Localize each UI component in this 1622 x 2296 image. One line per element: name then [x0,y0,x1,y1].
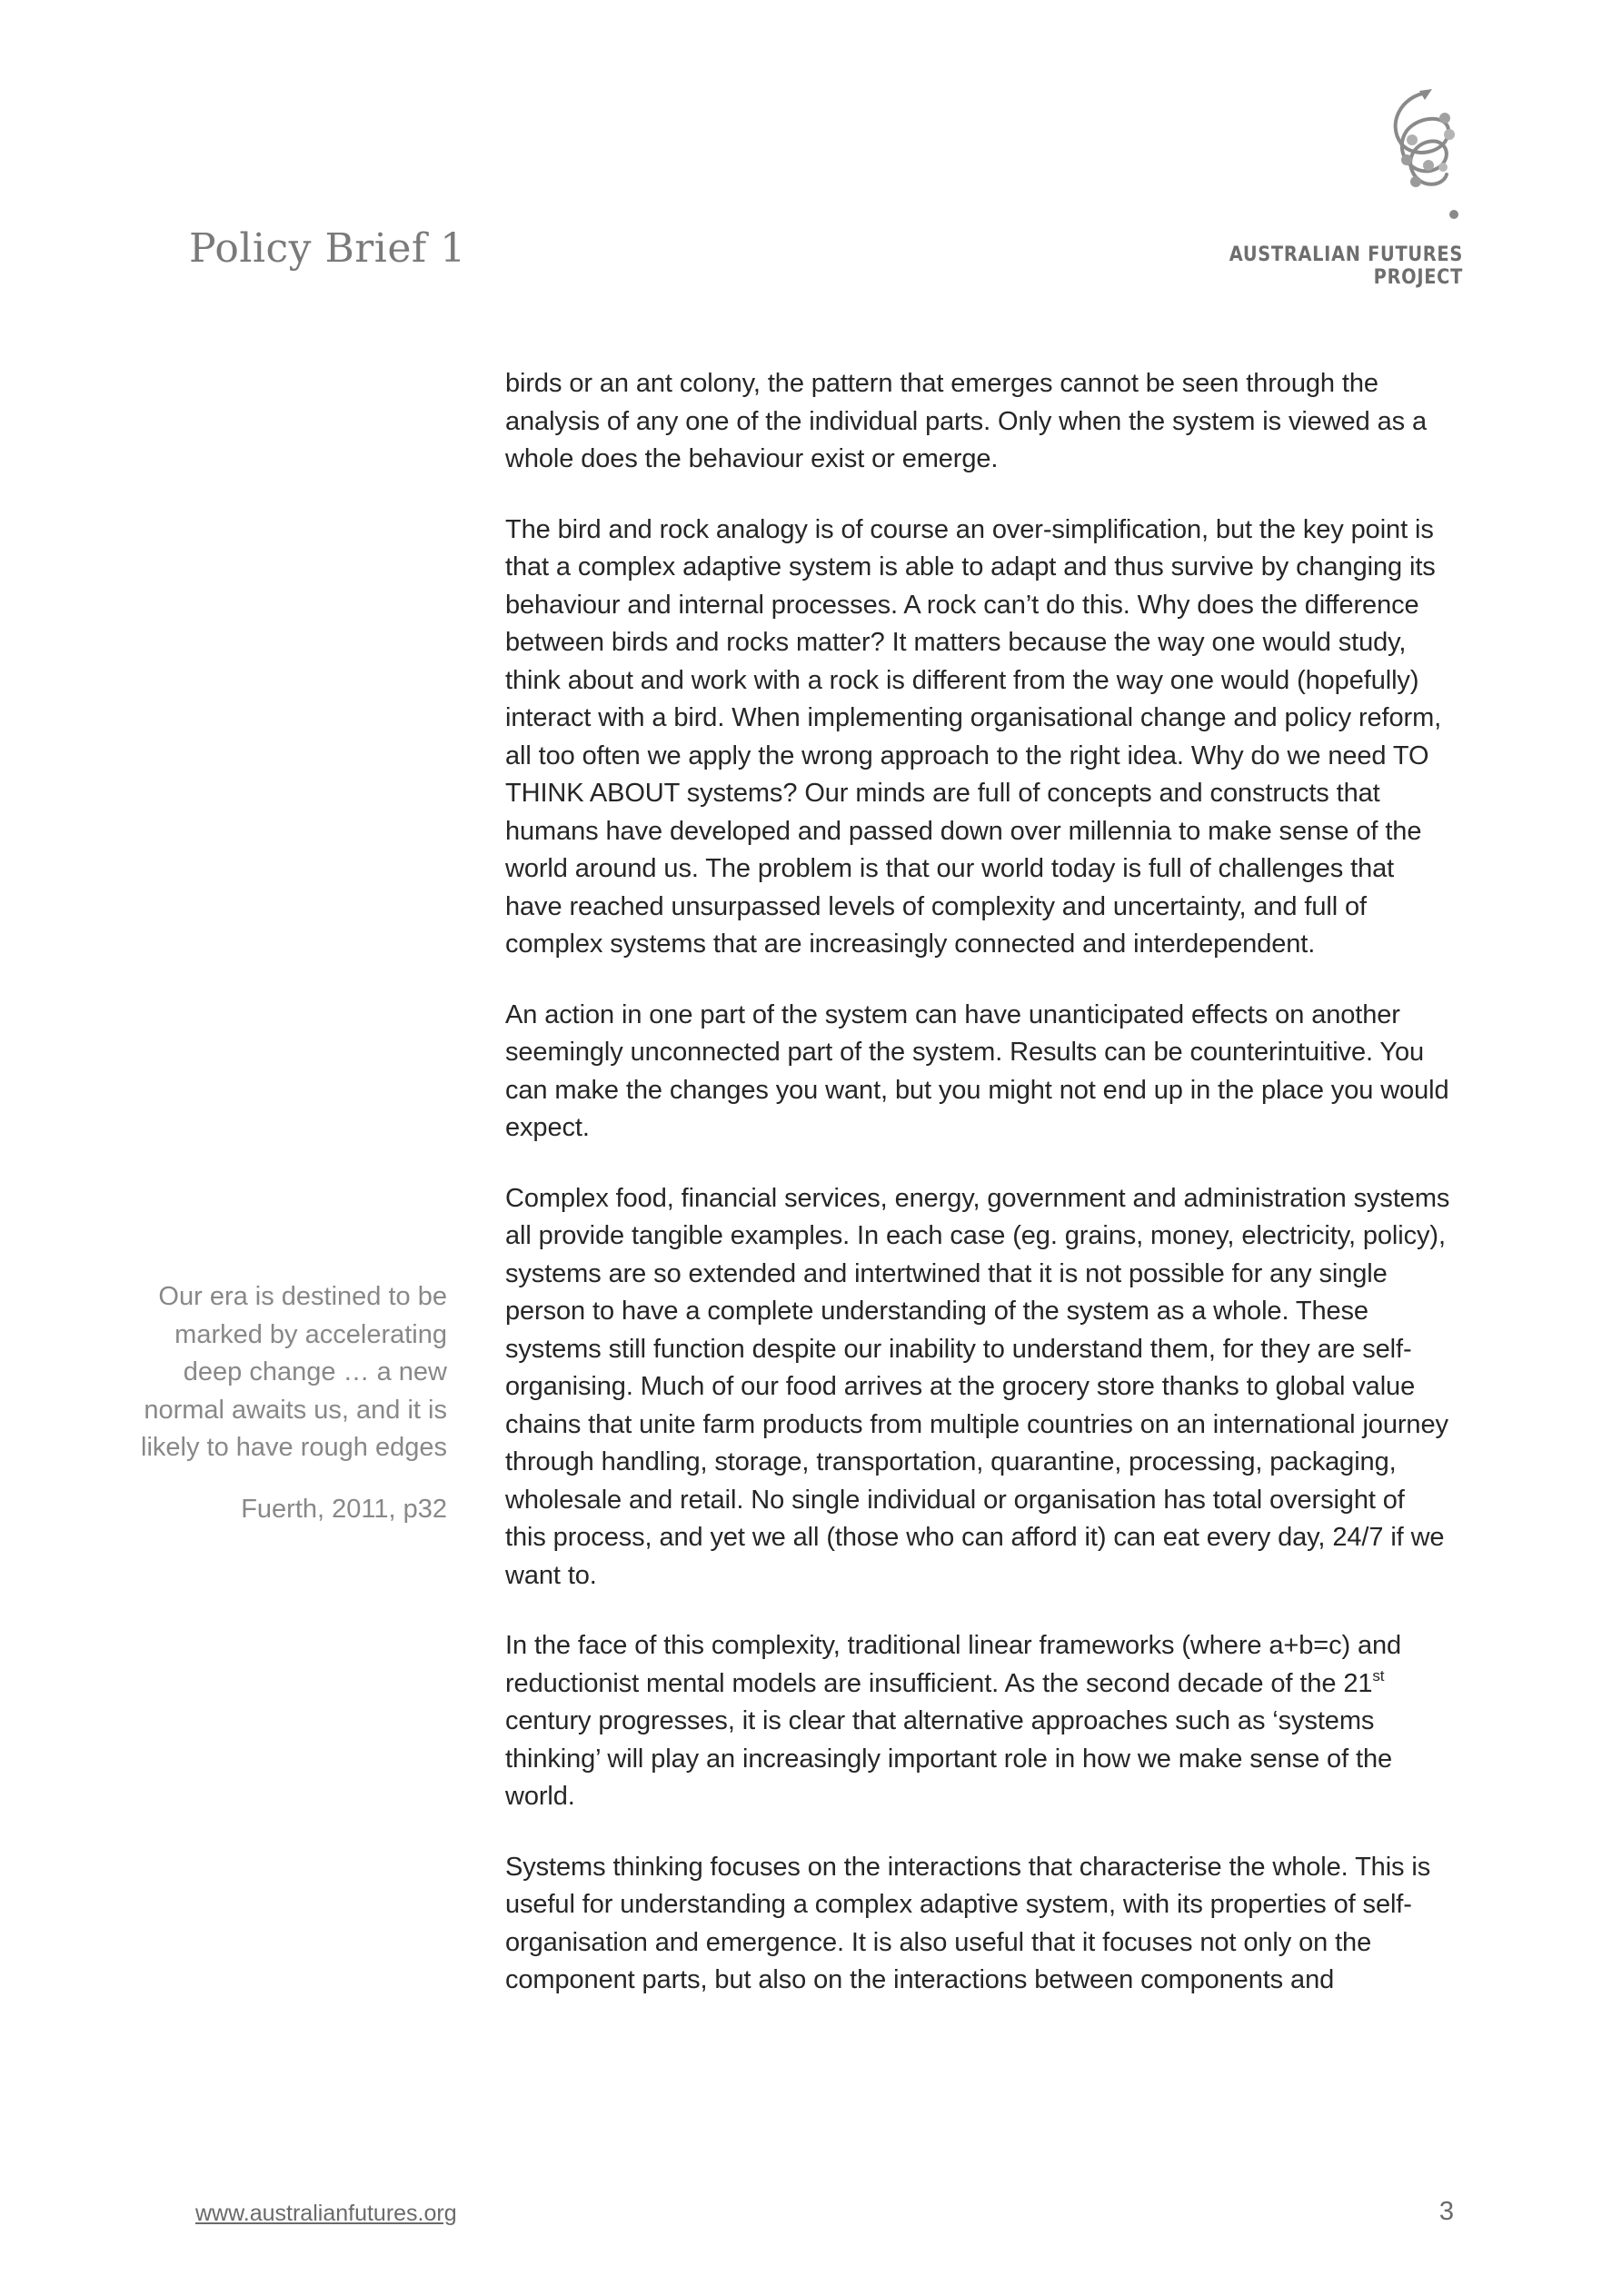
page-title: Policy Brief 1 [189,225,466,272]
paragraph-text: century progresses, it is clear that alternative approaches such as ‘systems thinking’ will play an increasingly important role in how we make sense of the world. [505,1706,1393,1811]
pull-quote-citation: Fuerth, 2011, p32 [241,1494,447,1524]
body-paragraph: birds or an ant colony, the pattern that emerges cannot be seen through the analysis of any one of the individual parts. Only when the system is viewed as a whole does the behaviour exist or emerge. [505,369,1427,473]
page-number: 3 [1438,2197,1454,2226]
paragraph-text: In the face of this complexity, traditional linear frameworks (where a+b=c) and reductionist mental models are insufficient. As the second decade of the 21 [505,1631,1402,1698]
footer-website-link[interactable]: www.australianfutures.org [195,2201,457,2226]
body-paragraph [505,1627,1450,1816]
body-paragraph: Complex food, financial services, energy, government and administration systems all provide tangible examples. In each case (eg. grains, money, electricity, policy), systems are so extended and intertwined that it is not possible for any single person to have a complete understanding of the system as a whole. These systems still function despite our inability to understand them, for they are self-organising. Much of our food arrives at the grocery store thanks to global value chains that unite farm products from multiple countries on an international journey through handling, storage, transportation, quarantine, processing, packaging, wholesale and retail. No single individual or organisation has total oversight of this process, and yet we all (those who can afford it) can eat every day, 24/7 if we want to. [505,1183,1450,1590]
pull-quote-text: Our era is destined to be marked by accelerating deep change … a new normal awaits us, and it is likely to have rough edges [141,1282,447,1462]
body-paragraph: An action in one part of the system can have unanticipated effects on another seemingly unconnected part of the system. Results can be counterintuitive. You can make the changes you want, but you might not end up in the place you would expect. [505,999,1449,1142]
orbit-loops-logo-icon [1365,87,1474,233]
pull-quote [118,1278,447,1528]
main-text-column [505,365,1450,2033]
body-paragraph: Systems thinking focuses on the interactions that characterise the whole. This is useful for understanding a complex adaptive system, with its properties of self-organisation and emergence. It is also useful that it focuses not only on the component parts, but also on the interactions between components and [505,1852,1431,1994]
ordinal-superscript: st [1372,1666,1385,1685]
body-paragraph: The bird and rock analogy is of course an over-simplification, but the key point is that a complex adaptive system is able to adapt and thus survive by changing its behaviour and internal processes. A rock can’t do this. Why does the difference between birds and rocks matter? It matters because the way one would study, think about and work with a rock is different from the way one would (hopefully) interact with a bird. When implementing organisational change and policy reform, all too often we apply the wrong approach to the right idea. Why do we need TO THINK ABOUT systems? Our minds are full of concepts and constructs that humans have developed and passed down over millennia to make sense of the world around us. The problem is that our world today is full of challenges that have reached unsurpassed levels of complexity and uncertainty, and full of complex systems that are increasingly connected and interdependent. [505,514,1442,959]
organization-name: AUSTRALIAN FUTURES PROJECT [1229,244,1463,289]
